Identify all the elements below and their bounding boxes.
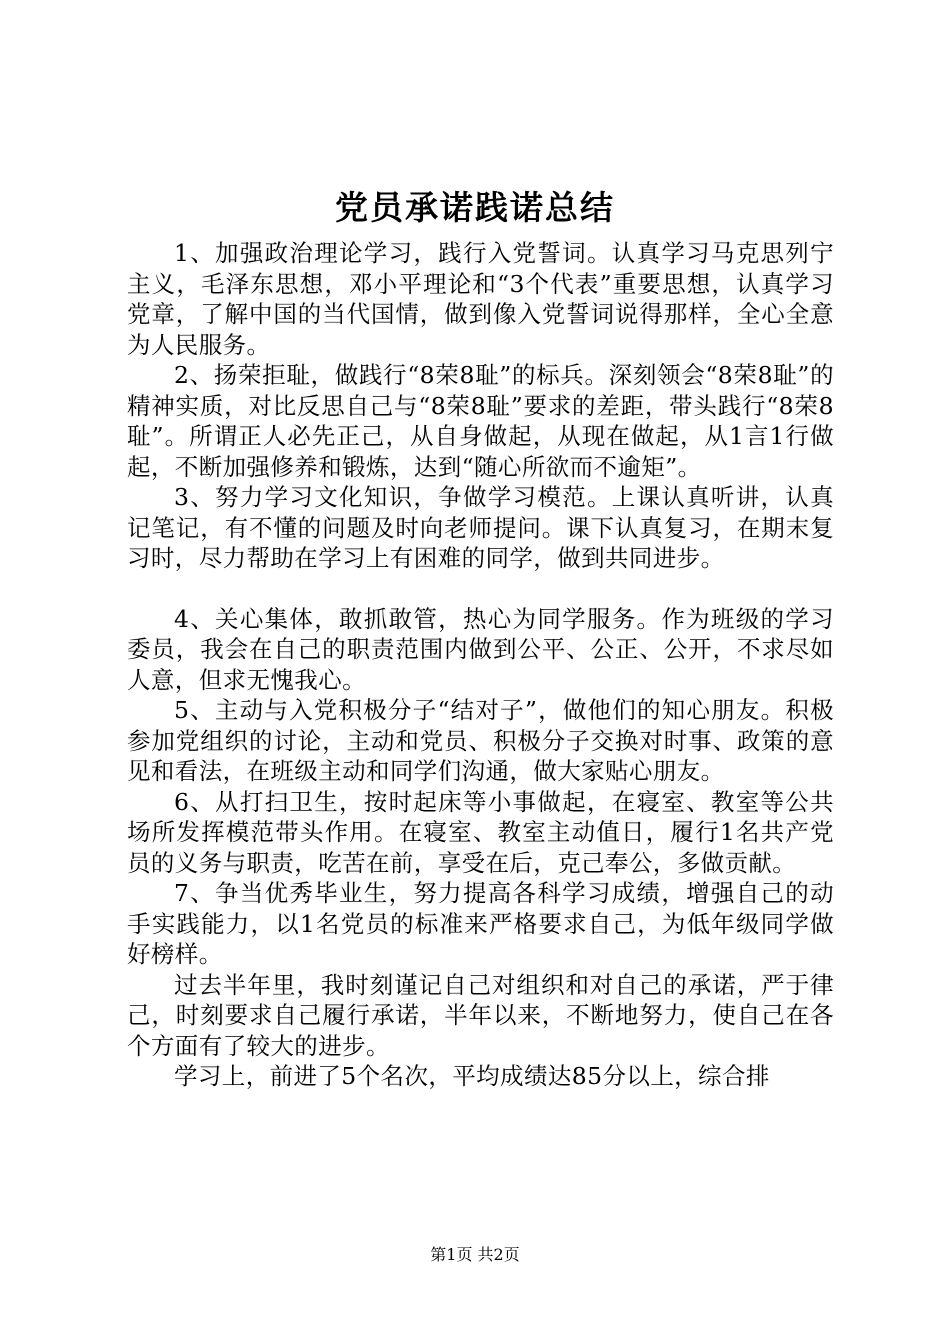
paragraph-8: 过去半年里，我时刻谨记自己对组织和对自己的承诺，严于律己，时刻要求自己履行承诺，半年以来，不断地努力，使自己在各个方面有了较大的进步。 [127, 970, 834, 1060]
paragraph-7: 7、争当优秀毕业生，努力提高各科学习成绩，增强自己的动手实践能力，以1名党员的标准来严格要求自己，为低年级同学做好榜样。 [127, 879, 834, 968]
paragraph-1: 1、加强政治理论学习，践行入党誓词。认真学习马克思列宁主义，毛泽东思想，邓小平理论和“3个代表”重要思想，认真学习党章，了解中国的当代国情，做到像入党誓词说得那样，全心全意为人民服务。 [127, 239, 834, 359]
paragraph-6: 6、从打扫卫生，按时起床等小事做起，在寝室、教室等公共场所发挥模范带头作用。在寝室、教室主动值日，履行1名共产党员的义务与职责，吃苦在前，享受在后，克己奉公，多做贡献。 [127, 787, 834, 877]
paragraph-5: 5、主动与入党积极分子“结对子”，做他们的知心朋友。积极参加党组织的讨论，主动和党员、积极分子交换对时事、政策的意见和看法，在班级主动和同学们沟通，做大家贴心朋友。 [127, 696, 834, 785]
paragraph-2: 2、扬荣拒耻，做践行“8荣8耻”的标兵。深刻领会“8荣8耻”的精神实质，对比反思自己与“8荣8耻”要求的差距，带头践行“8荣8耻”。所谓正人必先正己，从自身做起，从现在做起，从1言1行做起，不断加强修养和锻炼，达到“随心所欲而不逾矩”。 [127, 361, 834, 481]
paragraph-3: 3、努力学习文化知识，争做学习模范。上课认真听讲，认真记笔记，有不懂的问题及时向老师提问。课下认真复习，在期末复习时，尽力帮助在学习上有困难的同学，做到共同进步。 [127, 483, 834, 572]
document-body [127, 238, 834, 1092]
page-footer: 第1页 共2页 [430, 1245, 520, 1264]
paragraph-4: 4、关心集体，敢抓敢管，热心为同学服务。作为班级的学习委员，我会在自己的职责范围内做到公平、公正、公开，不求尽如人意，但求无愧我心。 [127, 604, 834, 694]
paragraph-9: 学习上，前进了5个名次，平均成绩达85分以上，综合排 [174, 1062, 770, 1090]
document-title: 党员承诺践诺总结 [335, 188, 615, 227]
